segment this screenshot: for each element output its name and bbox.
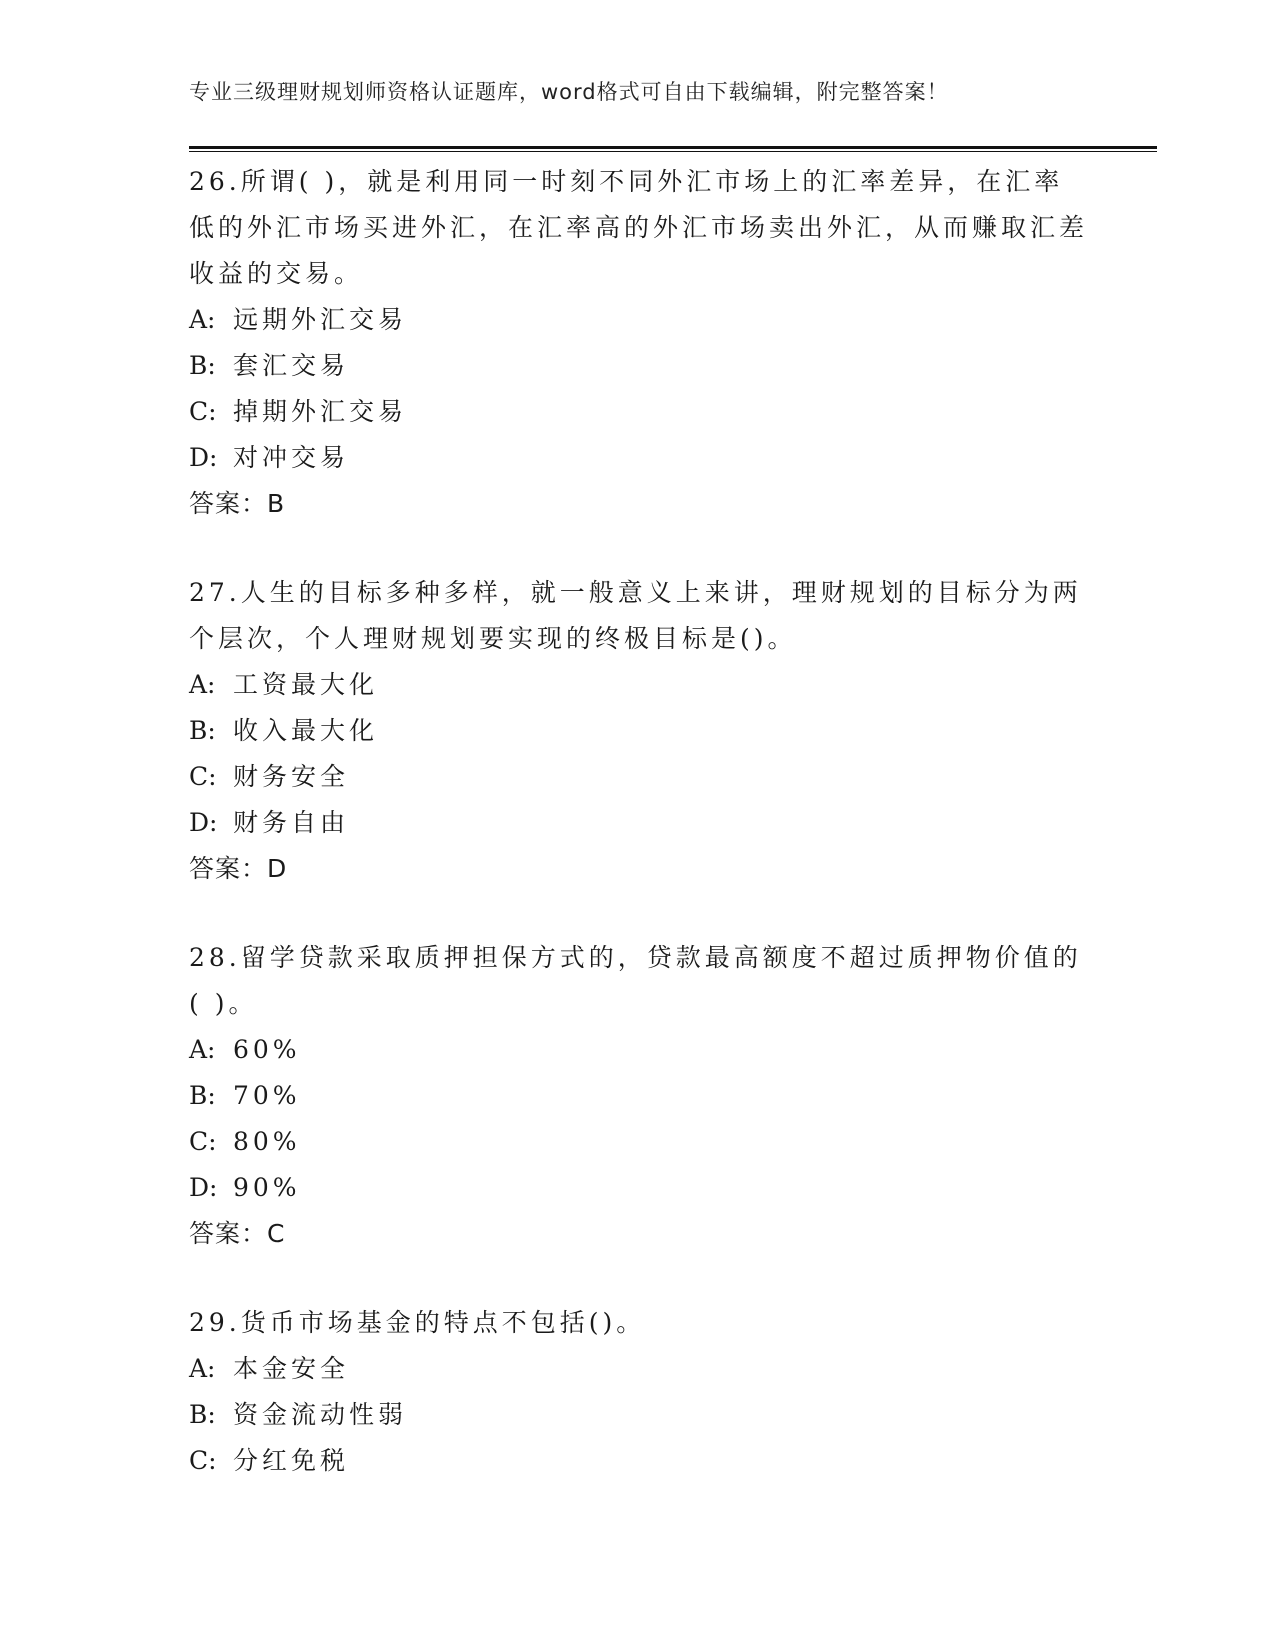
header-rule-thin — [189, 151, 1157, 152]
option-a — [189, 662, 1089, 708]
question-26 — [189, 159, 1089, 527]
option-a — [189, 297, 1089, 343]
option-key: B: — [189, 351, 216, 380]
option-text: 70% — [233, 1081, 301, 1110]
question-stem: 29.货币市场基金的特点不包括()。 — [189, 1308, 646, 1337]
option-d — [189, 435, 1089, 481]
option-text: 远期外汇交易 — [233, 305, 408, 334]
option-c — [189, 1119, 1089, 1165]
option-key: B: — [189, 1081, 216, 1110]
answer-line: 答案：C — [189, 1219, 286, 1248]
option-b — [189, 343, 1089, 389]
option-b — [189, 708, 1089, 754]
option-key: A: — [189, 305, 216, 334]
option-d — [189, 1165, 1089, 1211]
option-key: C: — [189, 1127, 217, 1156]
option-text: 掉期外汇交易 — [233, 397, 408, 426]
question-28 — [189, 935, 1089, 1257]
header-rule-thick — [189, 146, 1157, 149]
option-text: 资金流动性弱 — [233, 1400, 408, 1429]
option-text: 90% — [233, 1173, 301, 1202]
option-key: A: — [189, 1035, 216, 1064]
option-key: D: — [189, 443, 218, 472]
option-key: B: — [189, 716, 216, 745]
option-text: 对冲交易 — [233, 443, 350, 472]
option-c — [189, 754, 1089, 800]
option-text: 本金安全 — [233, 1354, 350, 1383]
question-stem: 26.所谓( )，就是利用同一时刻不同外汇市场上的汇率差异，在汇率低的外汇市场买进外汇，在汇率高的外汇市场卖出外汇，从而赚取汇差收益的交易。 — [189, 167, 1089, 288]
option-c — [189, 1438, 1089, 1484]
option-key: C: — [189, 397, 217, 426]
question-27 — [189, 570, 1089, 892]
question-stem: 27.人生的目标多种多样，就一般意义上来讲，理财规划的目标分为两个层次，个人理财规划要实现的终极目标是()。 — [189, 578, 1082, 653]
option-text: 80% — [233, 1127, 301, 1156]
option-text: 60% — [233, 1035, 301, 1064]
question-stem: 28.留学贷款采取质押担保方式的，贷款最高额度不超过质押物价值的( )。 — [189, 943, 1082, 1018]
option-text: 财务安全 — [233, 762, 350, 791]
question-list — [189, 159, 1089, 1527]
option-key: A: — [189, 670, 216, 699]
option-key: D: — [189, 1173, 218, 1202]
option-key: A: — [189, 1354, 216, 1383]
option-text: 分红免税 — [233, 1446, 350, 1475]
answer-line: 答案：B — [189, 489, 286, 518]
option-d — [189, 800, 1089, 846]
page-header: 专业三级理财规划师资格认证题库，word格式可自由下载编辑，附完整答案！ — [189, 80, 949, 104]
option-a — [189, 1027, 1089, 1073]
option-key: C: — [189, 1446, 217, 1475]
option-key: C: — [189, 762, 217, 791]
option-c — [189, 389, 1089, 435]
option-a — [189, 1346, 1089, 1392]
option-text: 收入最大化 — [233, 716, 379, 745]
option-text: 工资最大化 — [233, 670, 379, 699]
option-key: D: — [189, 808, 218, 837]
option-key: B: — [189, 1400, 216, 1429]
option-text: 财务自由 — [233, 808, 350, 837]
option-text: 套汇交易 — [233, 351, 350, 380]
option-b — [189, 1392, 1089, 1438]
option-b — [189, 1073, 1089, 1119]
answer-line: 答案：D — [189, 854, 288, 883]
question-29 — [189, 1300, 1089, 1484]
